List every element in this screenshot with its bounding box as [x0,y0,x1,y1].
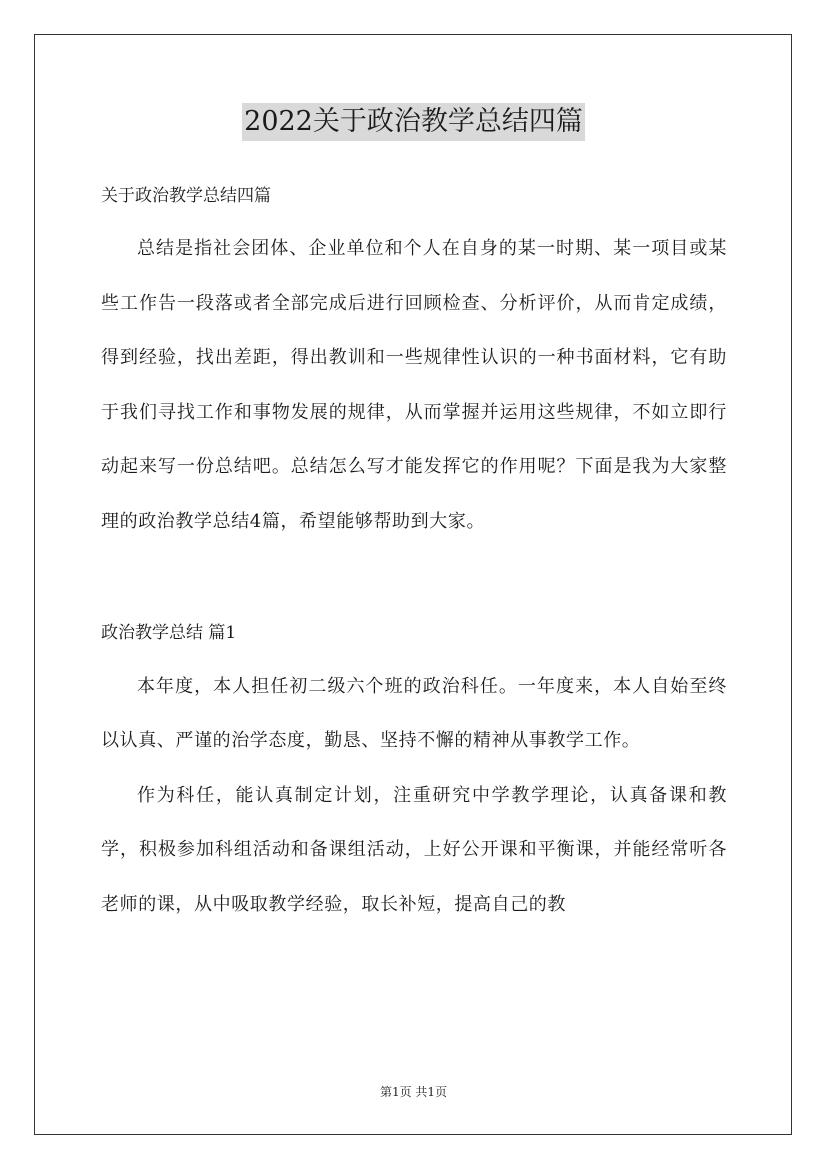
page-footer: 第1页 共1页 [379,1085,448,1099]
section-heading: 政治教学总结 篇1 [101,622,237,643]
document-title: 2022关于政治教学总结四篇 [242,103,585,141]
title-container [0,103,827,141]
document-subtitle: 关于政治教学总结四篇 [101,186,271,206]
body-paragraph: 作为科任，能认真制定计划，注重研究中学教学理论，认真备课和教学，积极参加科组活动和备课组活动，上好公开课和平衡课，并能经常听各老师的课，从中吸取教学经验，取长补短，提高自己的教 [101,784,727,915]
document-body [101,170,727,933]
section-spacer [101,550,727,606]
intro-paragraph: 总结是指社会团体、企业单位和个人在自身的某一时期、某一项目或某些工作告一段落或者全部完成后进行回顾检查、分析评价，从而肯定成绩，得到经验，找出差距，得出教训和一些规律性认识的一种书面材料，它有助于我们寻找工作和事物发展的规律，从而掌握并运用这些规律，不如立即行动起来写一份总结吧。总结怎么写才能发挥它的作用呢？下面是我为大家整理的政治教学总结4篇，希望能够帮助到大家。 [101,238,727,532]
body-paragraph: 本年度，本人担任初二级六个班的政治科任。一年度来，本人自始至终以认真、严谨的治学态度，勤恳、坚持不懈的精神从事教学工作。 [101,675,727,752]
